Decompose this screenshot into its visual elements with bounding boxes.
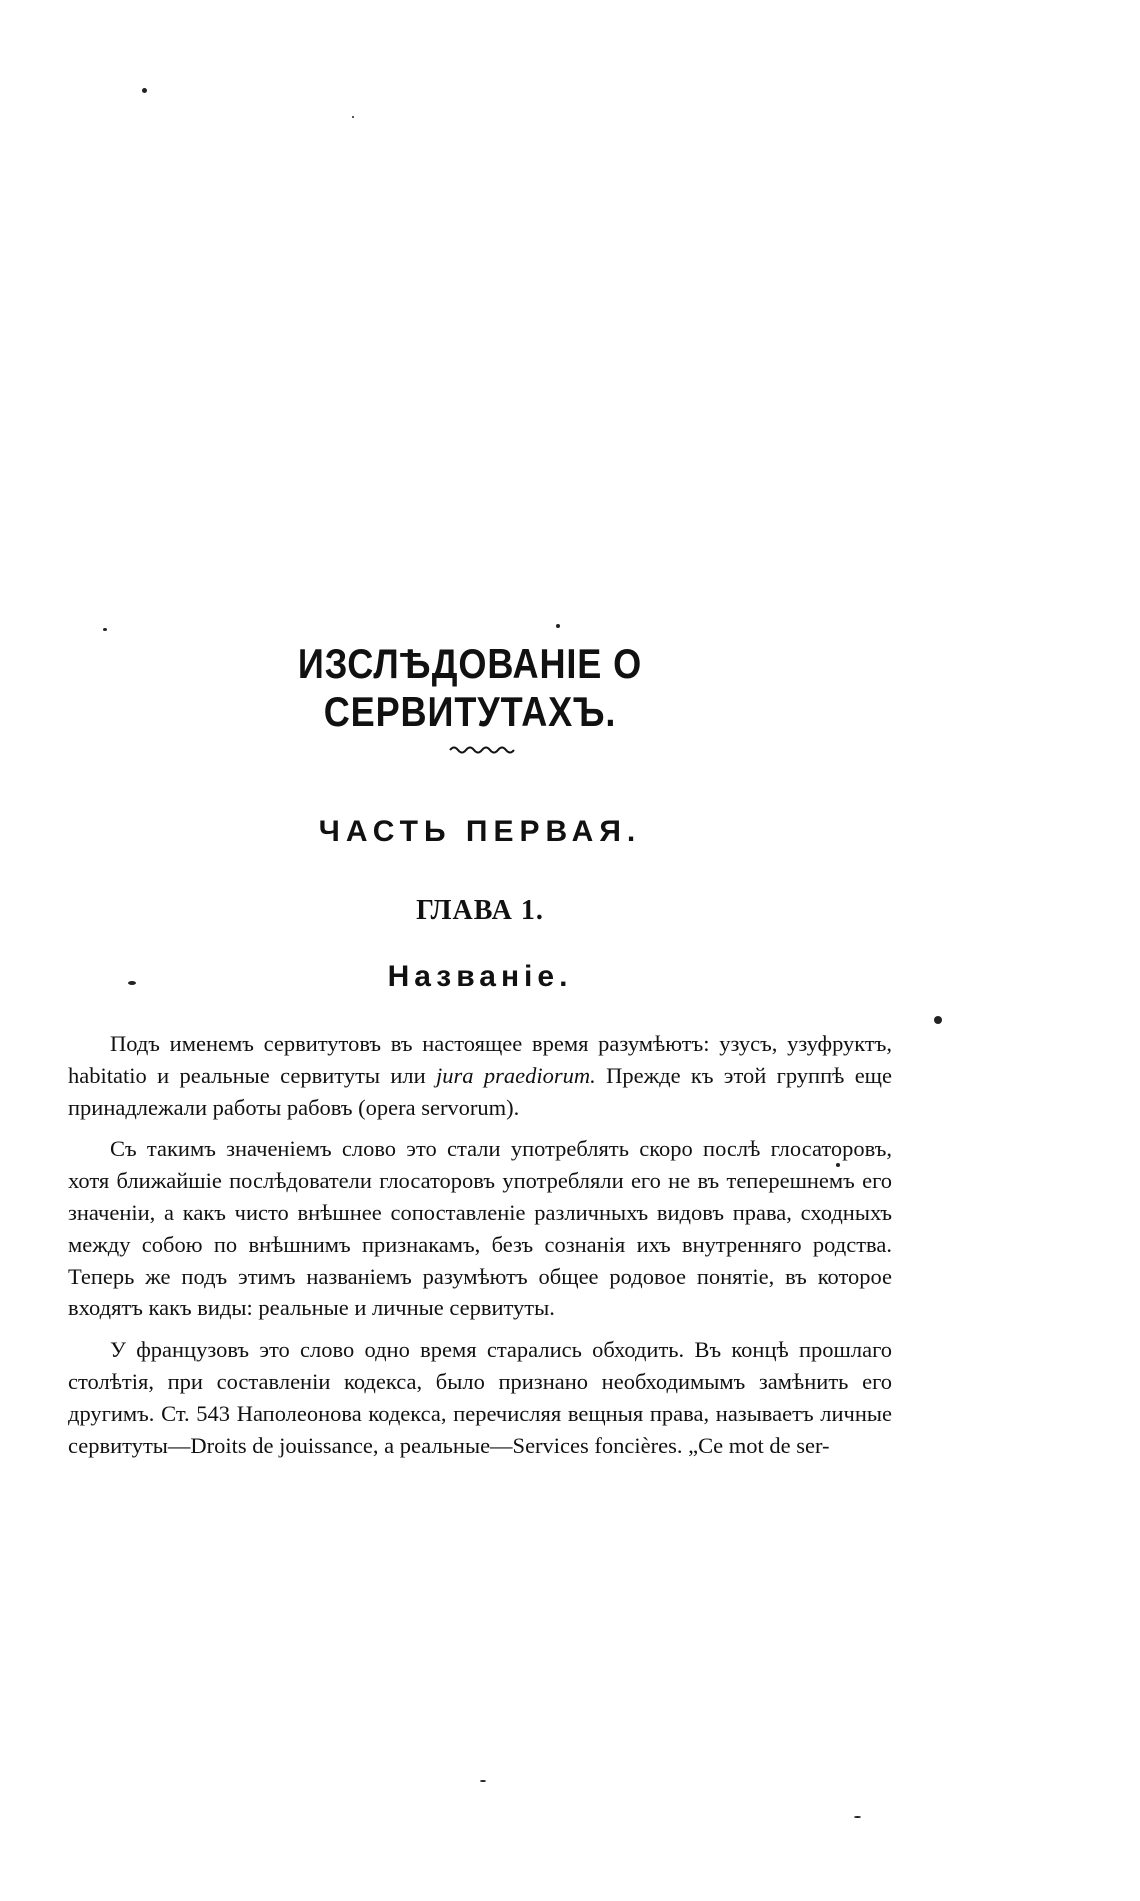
paragraph: У французовъ это слово одно время старались обходить. Въ концѣ прошлаго столѣтія, при составленіи кодекса, было признано необходимымъ замѣнить его другимъ. Ст. 543 Наполеонова кодекса, перечисляя вещныя права, называетъ личные сервитуты—Droits de jouissance, а реальные—Services foncières. „Ce mot de ser-: [68, 1337, 892, 1458]
chapter-heading: ГЛАВА 1.: [416, 895, 544, 926]
scan-speck: [480, 1780, 486, 1782]
paragraph-text: Подъ именемъ сервитутовъ въ настоящее время разумѣютъ: узусъ, узуфруктъ, habitatio и реальные сервитуты или: [68, 1031, 892, 1088]
scan-speck: [103, 628, 107, 631]
scan-speck: [556, 624, 560, 628]
scan-speck: [934, 1016, 942, 1024]
main-title: ИЗСЛѢДОВАНІЕ О СЕРВИТУТАХЪ.: [297, 640, 643, 735]
section-title: Названіе.: [387, 960, 573, 993]
paragraph: Съ такимъ значеніемъ слово это стали употреблять скоро послѣ глосаторовъ, хотя ближайшіе послѣдователи глосаторовъ употребляли его не въ теперешнемъ его значеніи, а какъ чисто внѣшнее сопоставленіе различныхъ видовъ права, сходныхъ между собою по внѣшнимъ признакамъ, безъ сознанія ихъ внутренняго родства. Теперь же подъ этимъ названіемъ разумѣютъ общее родовое понятіе, въ которое входятъ какъ виды: реальные и личные сервитуты.: [68, 1136, 892, 1321]
scan-speck: [128, 981, 136, 985]
part-title: ЧАСТЬ ПЕРВАЯ.: [318, 815, 642, 848]
body-text: [68, 1028, 892, 1471]
paragraph-text: Прежде къ этой группѣ еще принадлежали работы рабовъ (opera servorum).: [68, 1062, 892, 1120]
italic-term: jura praediorum.: [436, 1062, 596, 1088]
ornament-divider: [448, 742, 516, 756]
scan-speck: [352, 116, 354, 118]
paragraph: [68, 1028, 892, 1123]
scan-speck: [854, 1816, 861, 1818]
scan-speck: [142, 88, 147, 93]
